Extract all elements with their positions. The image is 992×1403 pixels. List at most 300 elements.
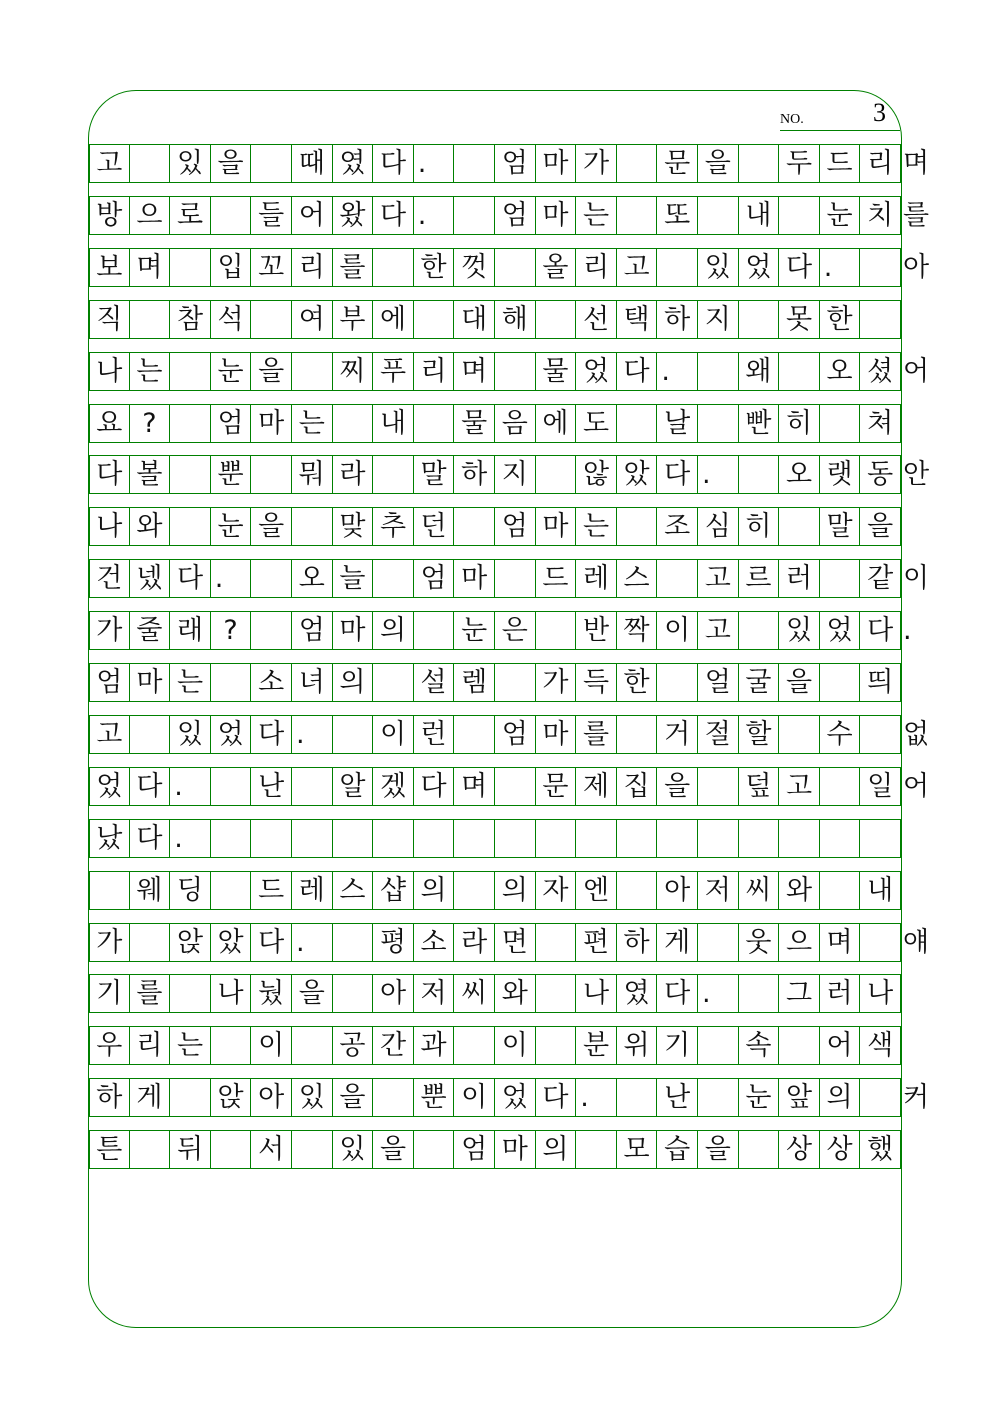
grid-cell: 웃 <box>739 924 780 961</box>
grid-cell: 요 <box>89 405 130 442</box>
grid-cell: 의 <box>820 1079 861 1116</box>
grid-cell: 아 <box>251 1079 292 1116</box>
grid-cell: 서 <box>251 1131 292 1168</box>
margin-punctuation: 어 <box>903 770 930 802</box>
grid-cell: 왔 <box>333 197 374 234</box>
grid-cell: 는 <box>170 664 211 701</box>
grid-cell: 었 <box>820 612 861 649</box>
grid-cell <box>657 820 698 857</box>
grid-cell: 의 <box>414 872 455 909</box>
grid-cell: 저 <box>698 872 739 909</box>
grid-cell: 하 <box>89 1079 130 1116</box>
grid-cell <box>251 560 292 597</box>
grid-cell: 하 <box>617 924 658 961</box>
grid-cell <box>211 664 252 701</box>
grid-cell: 가 <box>89 612 130 649</box>
grid-cell: 있 <box>779 612 820 649</box>
grid-cell: 던 <box>414 508 455 545</box>
grid-cell <box>576 820 617 857</box>
margin-punctuation: 커 <box>903 1082 930 1114</box>
grid-cell <box>454 1027 495 1064</box>
grid-cell: 을 <box>698 1131 739 1168</box>
grid-cell <box>739 820 780 857</box>
grid-cell: 못 <box>779 301 820 338</box>
grid-cell <box>495 249 536 286</box>
grid-cell <box>698 405 739 442</box>
grid-cell: 이 <box>454 1079 495 1116</box>
grid-cell <box>536 301 577 338</box>
grid-row <box>89 248 930 287</box>
grid-cell: 날 <box>657 405 698 442</box>
grid-cell: 문 <box>657 145 698 182</box>
grid-cell: 는 <box>130 353 171 390</box>
grid-cell: 해 <box>495 301 536 338</box>
grid-cell <box>820 768 861 805</box>
grid-cell: 엄 <box>414 560 455 597</box>
grid-cell: 제 <box>576 768 617 805</box>
grid-cell <box>89 872 130 909</box>
grid-cell: 다 <box>657 456 698 493</box>
page-number-block <box>780 98 900 131</box>
grid-cell <box>536 612 577 649</box>
grid-cell: 어 <box>820 1027 861 1064</box>
grid-cell <box>495 768 536 805</box>
grid-cell <box>454 820 495 857</box>
grid-cell: 러 <box>820 975 861 1012</box>
grid-cell <box>536 456 577 493</box>
grid-cell <box>454 872 495 909</box>
grid-cell: 눈 <box>211 353 252 390</box>
grid-cell <box>657 560 698 597</box>
grid-cell: 다 <box>779 249 820 286</box>
grid-cell <box>617 145 658 182</box>
grid-cell: 있 <box>170 145 211 182</box>
grid-cell: 추 <box>373 508 414 545</box>
grid-cell: 설 <box>414 664 455 701</box>
grid-cell: 넸 <box>130 560 171 597</box>
grid-cell: 을 <box>211 145 252 182</box>
grid-cell: 드 <box>536 560 577 597</box>
grid-cell: 소 <box>414 924 455 961</box>
grid-cell: 레 <box>576 560 617 597</box>
grid-cell: 있 <box>292 1079 333 1116</box>
grid-cell <box>170 508 211 545</box>
grid-cell <box>251 612 292 649</box>
grid-cell: 나 <box>89 508 130 545</box>
grid-cell <box>657 249 698 286</box>
grid-cell <box>170 405 211 442</box>
grid-cell <box>373 820 414 857</box>
grid-cell: 엄 <box>454 1131 495 1168</box>
grid-cell: 라 <box>454 924 495 961</box>
grid-cell: 며 <box>454 768 495 805</box>
grid-cell: 눈 <box>454 612 495 649</box>
page-number-label: NO. <box>780 112 804 127</box>
grid-cell: 부 <box>333 301 374 338</box>
grid-cell: 맞 <box>333 508 374 545</box>
grid-cell: 마 <box>495 1131 536 1168</box>
grid-cell: 말 <box>414 456 455 493</box>
grid-cell: 을 <box>657 768 698 805</box>
grid-cell <box>292 1131 333 1168</box>
grid-cell: 일 <box>860 768 901 805</box>
grid-cell: 리 <box>860 145 901 182</box>
grid-cell: 조 <box>657 508 698 545</box>
grid-cell <box>292 820 333 857</box>
grid-cell: 러 <box>779 560 820 597</box>
grid-cell <box>739 1131 780 1168</box>
grid-cell <box>251 820 292 857</box>
grid-cell: 스 <box>333 872 374 909</box>
margin-punctuation: 안 <box>903 459 930 491</box>
grid-cell: 껏 <box>454 249 495 286</box>
grid-cell: 튼 <box>89 1131 130 1168</box>
grid-cell: 도 <box>576 405 617 442</box>
margin-punctuation: 없 <box>903 718 930 750</box>
grid-cell <box>333 405 374 442</box>
grid-cell: . <box>657 353 698 390</box>
grid-cell: 마 <box>536 716 577 753</box>
grid-cell <box>211 197 252 234</box>
grid-cell: 래 <box>170 612 211 649</box>
grid-cell: 덮 <box>739 768 780 805</box>
grid-cell <box>170 1079 211 1116</box>
grid-cell: 을 <box>860 508 901 545</box>
grid-row <box>89 559 930 598</box>
grid-cell: 반 <box>576 612 617 649</box>
grid-cell: 또 <box>657 197 698 234</box>
grid-cell <box>657 664 698 701</box>
grid-cell: 엄 <box>495 508 536 545</box>
grid-cell <box>170 249 211 286</box>
grid-cell: 리 <box>576 249 617 286</box>
grid-cell: 뒤 <box>170 1131 211 1168</box>
grid-cell: 마 <box>536 197 577 234</box>
grid-cell: 물 <box>536 353 577 390</box>
grid-cell: 을 <box>292 975 333 1012</box>
grid-cell: 다 <box>251 924 292 961</box>
grid-cell: 뭐 <box>292 456 333 493</box>
grid-cell: 라 <box>333 456 374 493</box>
grid-cell: 평 <box>373 924 414 961</box>
grid-cell: 고 <box>698 612 739 649</box>
grid-cell: 이 <box>251 1027 292 1064</box>
margin-punctuation: 아 <box>903 251 930 283</box>
grid-row <box>89 196 930 235</box>
grid-cell: 찌 <box>333 353 374 390</box>
grid-row <box>89 974 901 1013</box>
grid-cell <box>333 924 374 961</box>
grid-cell: 다 <box>657 975 698 1012</box>
grid-cell: 엄 <box>495 716 536 753</box>
grid-row <box>89 767 930 806</box>
grid-cell <box>292 353 333 390</box>
grid-cell: 마 <box>251 405 292 442</box>
grid-cell: 이 <box>495 1027 536 1064</box>
grid-cell <box>536 924 577 961</box>
grid-cell: 얼 <box>698 664 739 701</box>
grid-cell: 씨 <box>739 872 780 909</box>
grid-row <box>89 1078 930 1117</box>
grid-cell: ? <box>211 612 252 649</box>
grid-row <box>89 819 901 858</box>
grid-cell: 왜 <box>739 353 780 390</box>
grid-cell: 했 <box>860 1131 901 1168</box>
grid-cell: 마 <box>130 664 171 701</box>
grid-cell: 있 <box>170 716 211 753</box>
grid-cell: 는 <box>576 197 617 234</box>
grid-cell: 다 <box>170 560 211 597</box>
grid-cell: 었 <box>89 768 130 805</box>
grid-cell: 히 <box>739 508 780 545</box>
grid-cell <box>170 975 211 1012</box>
grid-cell: 굴 <box>739 664 780 701</box>
grid-cell: 직 <box>89 301 130 338</box>
grid-cell <box>820 820 861 857</box>
grid-cell: 드 <box>251 872 292 909</box>
grid-cell: 방 <box>89 197 130 234</box>
grid-cell: . <box>170 768 211 805</box>
grid-cell: 게 <box>130 1079 171 1116</box>
grid-cell <box>495 353 536 390</box>
grid-cell: 렘 <box>454 664 495 701</box>
grid-row <box>89 300 901 339</box>
grid-cell <box>211 1131 252 1168</box>
grid-cell: 그 <box>779 975 820 1012</box>
grid-cell: 한 <box>617 664 658 701</box>
grid-cell: 며 <box>130 249 171 286</box>
grid-cell: 앉 <box>211 1079 252 1116</box>
grid-cell <box>698 924 739 961</box>
grid-cell <box>779 1027 820 1064</box>
grid-cell: 볼 <box>130 456 171 493</box>
grid-cell: . <box>292 924 333 961</box>
grid-cell <box>617 1079 658 1116</box>
grid-cell: 르 <box>739 560 780 597</box>
grid-cell: 을 <box>251 353 292 390</box>
grid-row <box>89 871 901 910</box>
grid-cell: 선 <box>576 301 617 338</box>
grid-cell <box>211 768 252 805</box>
page-number: 3 <box>873 98 886 127</box>
grid-cell: 에 <box>373 301 414 338</box>
grid-cell: 자 <box>536 872 577 909</box>
grid-cell: 셨 <box>860 353 901 390</box>
grid-cell: 저 <box>414 975 455 1012</box>
grid-cell: 거 <box>657 716 698 753</box>
grid-cell <box>860 716 901 753</box>
grid-cell: 다 <box>130 768 171 805</box>
grid-cell <box>373 249 414 286</box>
grid-cell: 다 <box>617 353 658 390</box>
grid-cell <box>130 301 171 338</box>
grid-cell: 하 <box>657 301 698 338</box>
grid-cell: 었 <box>576 353 617 390</box>
grid-cell <box>251 301 292 338</box>
grid-cell: 엄 <box>495 145 536 182</box>
grid-cell <box>536 975 577 1012</box>
grid-cell: 었 <box>495 1079 536 1116</box>
grid-cell: 마 <box>536 508 577 545</box>
grid-cell <box>495 664 536 701</box>
grid-cell: 눴 <box>251 975 292 1012</box>
grid-cell: 소 <box>251 664 292 701</box>
grid-cell: 마 <box>536 145 577 182</box>
grid-cell: 지 <box>495 456 536 493</box>
grid-cell: 난 <box>657 1079 698 1116</box>
grid-cell: 쳐 <box>860 405 901 442</box>
grid-cell <box>130 145 171 182</box>
grid-cell: 석 <box>211 301 252 338</box>
grid-cell: 런 <box>414 716 455 753</box>
grid-cell <box>414 1131 455 1168</box>
grid-cell: 모 <box>617 1131 658 1168</box>
grid-cell: 뿐 <box>414 1079 455 1116</box>
grid-cell <box>860 1079 901 1116</box>
grid-cell: 을 <box>333 1079 374 1116</box>
grid-cell: 나 <box>576 975 617 1012</box>
grid-cell: 동 <box>860 456 901 493</box>
grid-cell: 다 <box>251 716 292 753</box>
grid-cell: 물 <box>454 405 495 442</box>
grid-cell: 하 <box>454 456 495 493</box>
grid-cell: 나 <box>211 975 252 1012</box>
grid-row <box>89 715 930 754</box>
grid-cell <box>211 820 252 857</box>
grid-cell: 들 <box>251 197 292 234</box>
grid-cell: 분 <box>576 1027 617 1064</box>
grid-cell: 편 <box>576 924 617 961</box>
grid-cell: 오 <box>779 456 820 493</box>
grid-cell: 지 <box>698 301 739 338</box>
grid-cell <box>414 612 455 649</box>
grid-cell <box>820 405 861 442</box>
grid-cell: . <box>576 1079 617 1116</box>
grid-cell: 는 <box>170 1027 211 1064</box>
grid-cell: 였 <box>617 975 658 1012</box>
grid-cell: 고 <box>698 560 739 597</box>
grid-cell: 여 <box>292 301 333 338</box>
grid-cell: 의 <box>536 1131 577 1168</box>
grid-cell: 색 <box>860 1027 901 1064</box>
grid-cell: 리 <box>414 353 455 390</box>
grid-cell: 기 <box>657 1027 698 1064</box>
grid-cell <box>251 145 292 182</box>
grid-cell: 리 <box>130 1027 171 1064</box>
grid-cell: 와 <box>779 872 820 909</box>
grid-cell: 우 <box>89 1027 130 1064</box>
grid-cell <box>860 301 901 338</box>
grid-cell: 겠 <box>373 768 414 805</box>
grid-cell: . <box>211 560 252 597</box>
grid-cell <box>739 145 780 182</box>
grid-cell: . <box>698 456 739 493</box>
grid-cell: 빤 <box>739 405 780 442</box>
grid-cell: 보 <box>89 249 130 286</box>
grid-cell: 으 <box>130 197 171 234</box>
grid-cell: 입 <box>211 249 252 286</box>
grid-cell <box>495 560 536 597</box>
grid-cell: 참 <box>170 301 211 338</box>
grid-cell <box>373 1079 414 1116</box>
grid-cell: 웨 <box>130 872 171 909</box>
grid-cell: 습 <box>657 1131 698 1168</box>
grid-cell: 가 <box>89 924 130 961</box>
grid-cell: 공 <box>333 1027 374 1064</box>
grid-row <box>89 1130 901 1169</box>
grid-cell: 치 <box>860 197 901 234</box>
grid-cell: 나 <box>860 975 901 1012</box>
grid-cell: 짝 <box>617 612 658 649</box>
grid-cell <box>779 508 820 545</box>
grid-cell: 내 <box>373 405 414 442</box>
grid-cell: 두 <box>779 145 820 182</box>
grid-cell <box>130 924 171 961</box>
grid-row <box>89 1026 901 1065</box>
grid-cell <box>454 508 495 545</box>
grid-cell <box>698 768 739 805</box>
grid-cell: 다 <box>373 145 414 182</box>
grid-row <box>89 144 930 183</box>
grid-cell: 한 <box>414 249 455 286</box>
grid-cell <box>333 820 374 857</box>
grid-cell: 절 <box>698 716 739 753</box>
grid-cell <box>617 716 658 753</box>
grid-cell: ? <box>130 405 171 442</box>
grid-cell: 있 <box>698 249 739 286</box>
grid-cell: 눈 <box>820 197 861 234</box>
grid-cell: 같 <box>860 560 901 597</box>
grid-cell: 문 <box>536 768 577 805</box>
grid-cell: 었 <box>211 716 252 753</box>
grid-cell: 고 <box>89 145 130 182</box>
margin-punctuation: 이 <box>903 563 930 595</box>
grid-cell <box>617 508 658 545</box>
grid-cell: 기 <box>89 975 130 1012</box>
grid-cell: 앉 <box>170 924 211 961</box>
grid-row <box>89 663 901 702</box>
grid-cell: 오 <box>292 560 333 597</box>
grid-cell: 상 <box>820 1131 861 1168</box>
grid-cell: 눈 <box>739 1079 780 1116</box>
grid-row <box>89 923 930 962</box>
grid-cell <box>820 872 861 909</box>
grid-cell: 리 <box>292 249 333 286</box>
grid-cell: 며 <box>454 353 495 390</box>
grid-cell <box>211 1027 252 1064</box>
grid-cell: 스 <box>617 560 658 597</box>
grid-cell: 로 <box>170 197 211 234</box>
grid-cell <box>292 768 333 805</box>
grid-cell <box>617 405 658 442</box>
grid-cell: 의 <box>495 872 536 909</box>
grid-cell: 내 <box>860 872 901 909</box>
grid-cell: 히 <box>779 405 820 442</box>
margin-punctuation: 얘 <box>903 926 930 958</box>
grid-cell: 내 <box>739 197 780 234</box>
grid-cell <box>414 301 455 338</box>
grid-cell: 대 <box>454 301 495 338</box>
grid-cell: 있 <box>333 1131 374 1168</box>
grid-cell: 났 <box>89 820 130 857</box>
grid-cell <box>414 820 455 857</box>
grid-cell: 은 <box>495 612 536 649</box>
grid-cell: 다 <box>89 456 130 493</box>
grid-cell <box>698 353 739 390</box>
grid-cell: 엄 <box>292 612 333 649</box>
grid-cell: 앞 <box>779 1079 820 1116</box>
grid-cell: . <box>292 716 333 753</box>
